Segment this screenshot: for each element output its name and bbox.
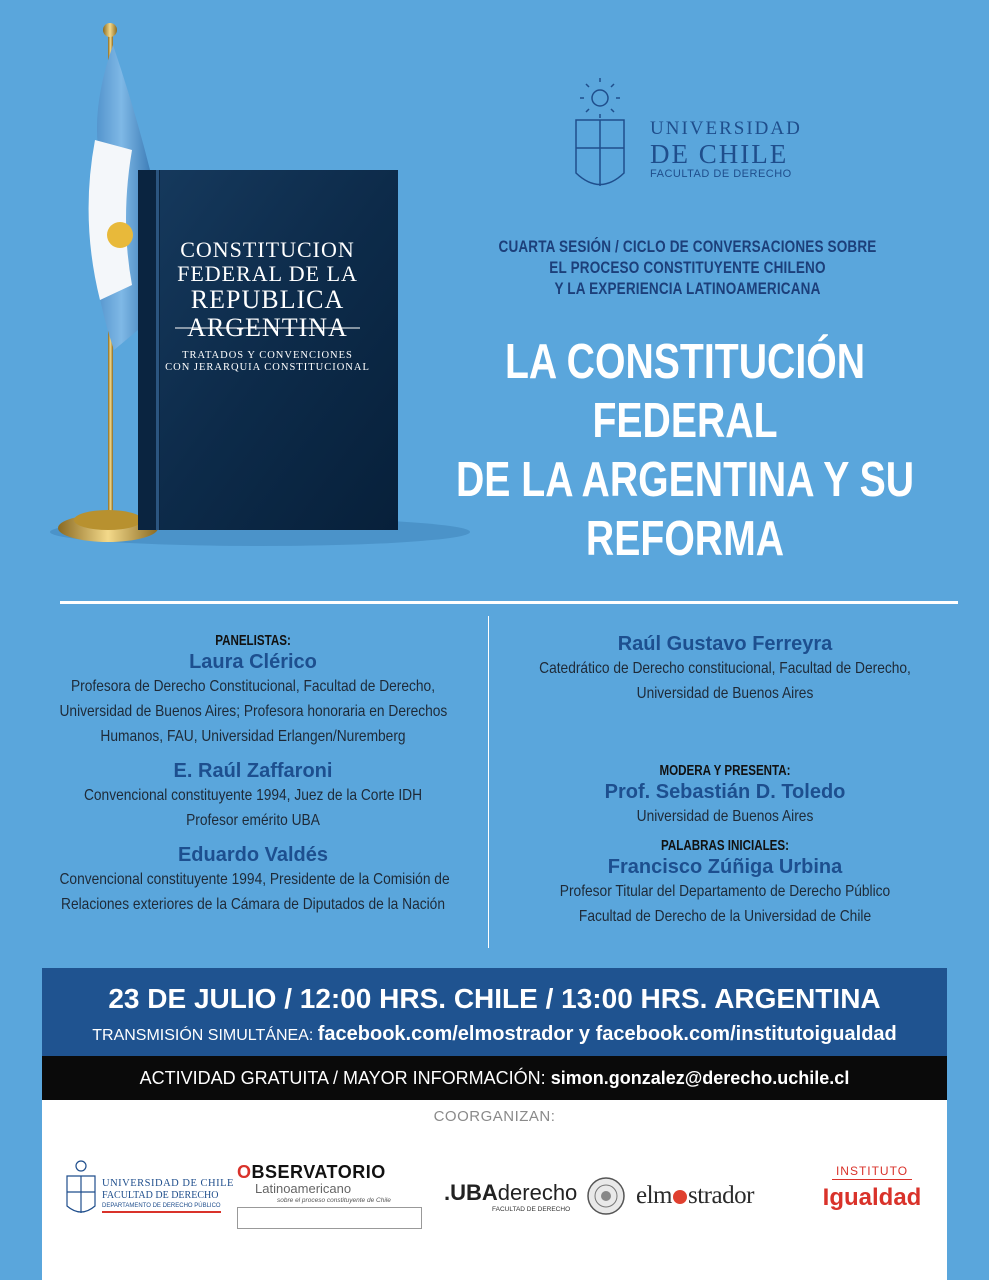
speaker-desc: Catedrático de Derecho constitucional, Facultad de Derecho,: [539, 660, 911, 677]
speaker-name: E. Raúl Zaffaroni: [173, 760, 333, 782]
uba-rest: derecho: [497, 1180, 578, 1205]
speaker-name: Eduardo Valdés: [177, 844, 329, 866]
uchile-logo-line: UNIVERSIDAD: [650, 118, 802, 139]
elmostrador-part: strador: [688, 1182, 754, 1209]
uba-derecho-logo: [444, 1180, 644, 1230]
opening-label: PALABRAS INICIALES:: [660, 838, 790, 854]
panelists-column: [28, 632, 478, 917]
column-divider: [488, 616, 489, 948]
speaker-desc: Convencional constituyente 1994, Presidente de la Comisión de: [59, 871, 450, 888]
speaker-desc: Universidad de Buenos Aires: [636, 808, 814, 825]
contact-email[interactable]: simon.gonzalez@derecho.uchile.cl: [550, 1068, 850, 1088]
cycle-line: EL PROCESO CONSTITUYENTE CHILENO: [549, 259, 826, 277]
speaker-name: Francisco Zúñiga Urbina: [607, 856, 843, 878]
title-line: LA CONSTITUCIÓN FEDERAL: [504, 335, 866, 448]
book-title-line: FEDERAL DE LA: [177, 261, 358, 286]
uchile-crest-icon: [64, 1158, 98, 1220]
speaker-name: Prof. Sebastián D. Toledo: [604, 781, 846, 803]
book-subtitle: [150, 350, 385, 374]
partner-seals-strip: [237, 1207, 422, 1229]
moderator-label: MODERA Y PRESENTA:: [659, 763, 791, 779]
speaker-name: Raúl Gustavo Ferreyra: [617, 633, 833, 655]
observatorio-initial: O: [237, 1162, 252, 1182]
speaker-desc: Universidad de Buenos Aires: [636, 685, 814, 702]
dot-icon: [673, 1190, 687, 1204]
book-title-line: CONSTITUCION: [180, 237, 355, 262]
broadcast-links[interactable]: facebook.com/elmostrador y facebook.com/institutoigualdad: [317, 1023, 897, 1045]
book-cover-title: [150, 238, 385, 374]
info-banner: [42, 1056, 947, 1100]
info-label: ACTIVIDAD GRATUITA / MAYOR INFORMACIÓN:: [139, 1068, 546, 1088]
broadcast-info: [42, 1024, 947, 1046]
uchile-footer-line: UNIVERSIDAD DE CHILE: [102, 1178, 234, 1189]
speaker-desc: Relaciones exteriores de la Cámara de Diputados de la Nación: [61, 896, 445, 913]
speaker-desc: Profesor Titular del Departamento de Derecho Público: [559, 883, 891, 900]
page-title: [449, 333, 921, 569]
moderators-column: [500, 632, 950, 929]
speaker-desc: Facultad de Derecho de la Universidad de Chile: [578, 908, 872, 925]
panelists-label: PANELISTAS:: [215, 633, 291, 649]
observatorio-sub: Latinoamericano: [255, 1181, 352, 1196]
observatorio-logo: [237, 1162, 427, 1237]
cycle-line: Y LA EXPERIENCIA LATINOAMERICANA: [554, 280, 821, 298]
title-line: REFORMA: [585, 512, 785, 566]
observatorio-rest: BSERVATORIO: [251, 1162, 386, 1182]
uba-sub: FACULTAD DE DERECHO: [492, 1206, 571, 1213]
igualdad-top: INSTITUTO: [832, 1164, 912, 1180]
hero: [0, 0, 989, 590]
uchile-footer-line: FACULTAD DE DERECHO: [102, 1190, 219, 1201]
title-line: DE LA ARGENTINA Y SU: [455, 453, 915, 507]
coorganizers-footer: [42, 1100, 947, 1280]
speaker-desc: Humanos, FAU, Universidad Erlangen/Nuremberg: [100, 728, 406, 745]
uba-bold: .UBA: [444, 1180, 498, 1205]
uba-seal-icon: [586, 1176, 626, 1216]
book-title-line: ARGENTINA: [187, 313, 348, 342]
speaker-desc: Profesor emérito UBA: [186, 812, 320, 829]
divider: [60, 601, 958, 604]
broadcast-label: TRANSMISIÓN SIMULTÁNEA:: [92, 1027, 314, 1044]
observatorio-tag: sobre el proceso constituyente de Chile: [277, 1197, 391, 1204]
uchile-logo-line: FACULTAD DE DERECHO: [650, 168, 792, 180]
elmostrador-logo: [636, 1182, 754, 1210]
book-subtitle-line: CON JERARQUIA CONSTITUCIONAL: [165, 362, 370, 373]
book-subtitle-line: TRATADOS Y CONVENCIONES: [182, 350, 353, 361]
cycle-subtitle: [468, 237, 907, 300]
speaker-desc: Universidad de Buenos Aires; Profesora honoraria en Derechos: [59, 703, 448, 720]
elmostrador-part: elm: [636, 1182, 672, 1209]
uchile-logo-text: [650, 118, 802, 180]
uchile-logo-line: DE CHILE: [650, 139, 789, 169]
book-title-line: REPUBLICA: [190, 285, 345, 314]
observatorio-title: [237, 1162, 427, 1183]
event-date: 23 DE JULIO / 12:00 HRS. CHILE / 13:00 HRS. ARGENTINA: [108, 983, 881, 1014]
coorganizers-label: COORGANIZAN:: [433, 1108, 556, 1125]
speaker-desc: Profesora de Derecho Constitucional, Facultad de Derecho,: [70, 678, 436, 695]
speaker-desc: Convencional constituyente 1994, Juez de la Corte IDH: [83, 787, 423, 804]
uchile-footer-logo: [64, 1158, 234, 1220]
speaker-name: Laura Clérico: [189, 651, 317, 673]
cycle-line: CUARTA SESIÓN / CICLO DE CONVERSACIONES SOBRE: [498, 238, 877, 256]
date-banner: [42, 968, 947, 1056]
igualdad-name: Igualdad: [822, 1184, 922, 1211]
igualdad-logo: [812, 1162, 932, 1212]
uchile-footer-line: DEPARTAMENTO DE DERECHO PÚBLICO: [102, 1203, 221, 1213]
